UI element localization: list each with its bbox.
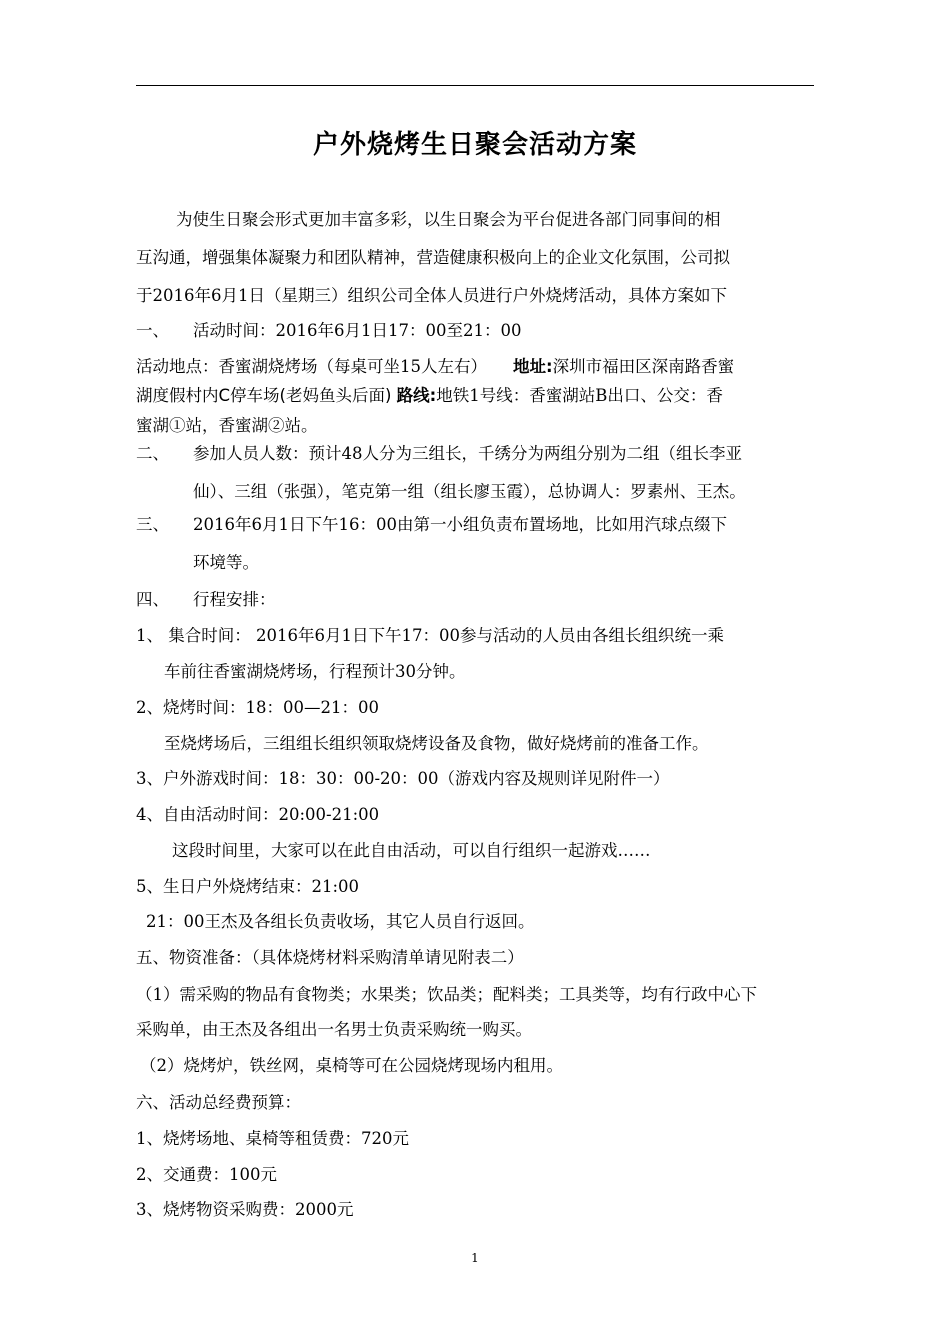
document-title: 户外烧烤生日聚会活动方案 xyxy=(312,130,637,160)
section-5-p1-line-2: 采购单，由王杰及各组出一名男士负责采购统一购买。 xyxy=(136,1020,532,1039)
budget-item-3: 3、烧烤物资采购费：2000元 xyxy=(136,1200,354,1219)
budget-item-1: 1、烧烤场地、桌椅等租赁费：720元 xyxy=(136,1129,409,1148)
item-2-line-2: 至烧烤场后，三组组长组织领取烧烤设备及食物，做好烧烤前的准备工作。 xyxy=(164,734,709,753)
address-text-cont: 湖度假村内 xyxy=(136,386,219,405)
section-2 xyxy=(136,446,742,463)
page-number: 1 xyxy=(471,1251,479,1265)
header-rule xyxy=(136,85,814,86)
section-1 xyxy=(136,323,521,340)
section-5-p2: （2）烧烤炉，铁丝网，桌椅等可在公园烧烤现场内租用。 xyxy=(140,1056,563,1075)
intro-line-3: 于2016年6月1日（星期三）组织公司全体人员进行户外烧烤活动，具体方案如下 xyxy=(136,286,727,305)
section-number: 三、 xyxy=(136,515,169,534)
section-4-text: 行程安排： xyxy=(193,590,276,609)
section-4 xyxy=(136,592,276,609)
section-2-line-2: 仙）、三组（张强），笔克第一组（组长廖玉霞），总协调人：罗素州、王杰。 xyxy=(193,482,746,501)
route-label: 路线: xyxy=(396,386,437,405)
item-4-line-1: 4、自由活动时间：20:00-21:00 xyxy=(136,805,380,824)
location-text: 活动地点：香蜜湖烧烤场（每桌可坐15人左右） xyxy=(136,357,487,376)
address-text: 深圳市福田区深南路香蜜 xyxy=(552,357,735,376)
section-1-text: 活动时间：2016年6月1日17：00至21：00 xyxy=(193,321,522,340)
item-4-line-2: 这段时间里，大家可以在此自由活动，可以自行组织一起游戏…… xyxy=(172,841,651,860)
budget-item-2: 2、交通费：100元 xyxy=(136,1165,277,1184)
item-2-line-1: 2、烧烤时间：18：00—21：00 xyxy=(136,698,379,717)
address-parking: C停车场(老妈鱼头后面) xyxy=(218,386,392,405)
route-text: 地铁1号线：香蜜湖站B出口、公交：香 xyxy=(436,386,723,405)
section-2-text: 参加人员人数：预计48人分为三组长，千绣分为两组分别为二组（组长李亚 xyxy=(193,444,742,463)
section-number: 二、 xyxy=(136,444,169,463)
intro-line-2: 互沟通，增强集体凝聚力和团队精神，营造健康积极向上的企业文化氛围，公司拟 xyxy=(136,248,730,267)
section-6-head: 六、活动总经费预算： xyxy=(136,1093,301,1112)
location-line-1 xyxy=(136,359,734,376)
item-5-line-2: 21：00王杰及各组长负责收场，其它人员自行返回。 xyxy=(146,912,535,931)
section-number: 四、 xyxy=(136,590,169,609)
section-number: 一、 xyxy=(136,321,169,340)
address-label: 地址: xyxy=(513,357,553,376)
location-line-3: 蜜湖①站，香蜜湖②站。 xyxy=(136,416,318,435)
section-5-head: 五、物资准备：（具体烧烤材料采购清单请见附表二） xyxy=(136,948,524,967)
item-3: 3、户外游戏时间：18：30：00-20：00（游戏内容及规则详见附件一） xyxy=(136,769,670,788)
section-3 xyxy=(136,517,727,534)
intro-line-1: 为使生日聚会形式更加丰富多彩，以生日聚会为平台促进各部门同事间的相 xyxy=(176,210,721,229)
item-1-line-1: 1、 集合时间： 2016年6月1日下午17：00参与活动的人员由各组长组织统一乘 xyxy=(136,626,724,645)
item-5-line-1: 5、生日户外烧烤结束：21:00 xyxy=(136,877,360,896)
item-1-line-2: 车前往香蜜湖烧烤场，行程预计30分钟。 xyxy=(164,662,466,681)
location-line-2 xyxy=(136,388,723,405)
section-5-p1-line-1: （1）需采购的物品有食物类；水果类；饮品类；配料类；工具类等，均有行政中心下 xyxy=(136,985,757,1004)
section-3-text: 2016年6月1日下午16：00由第一小组负责布置场地，比如用汽球点缀下 xyxy=(193,515,727,534)
section-3-line-2: 环境等。 xyxy=(193,553,259,572)
